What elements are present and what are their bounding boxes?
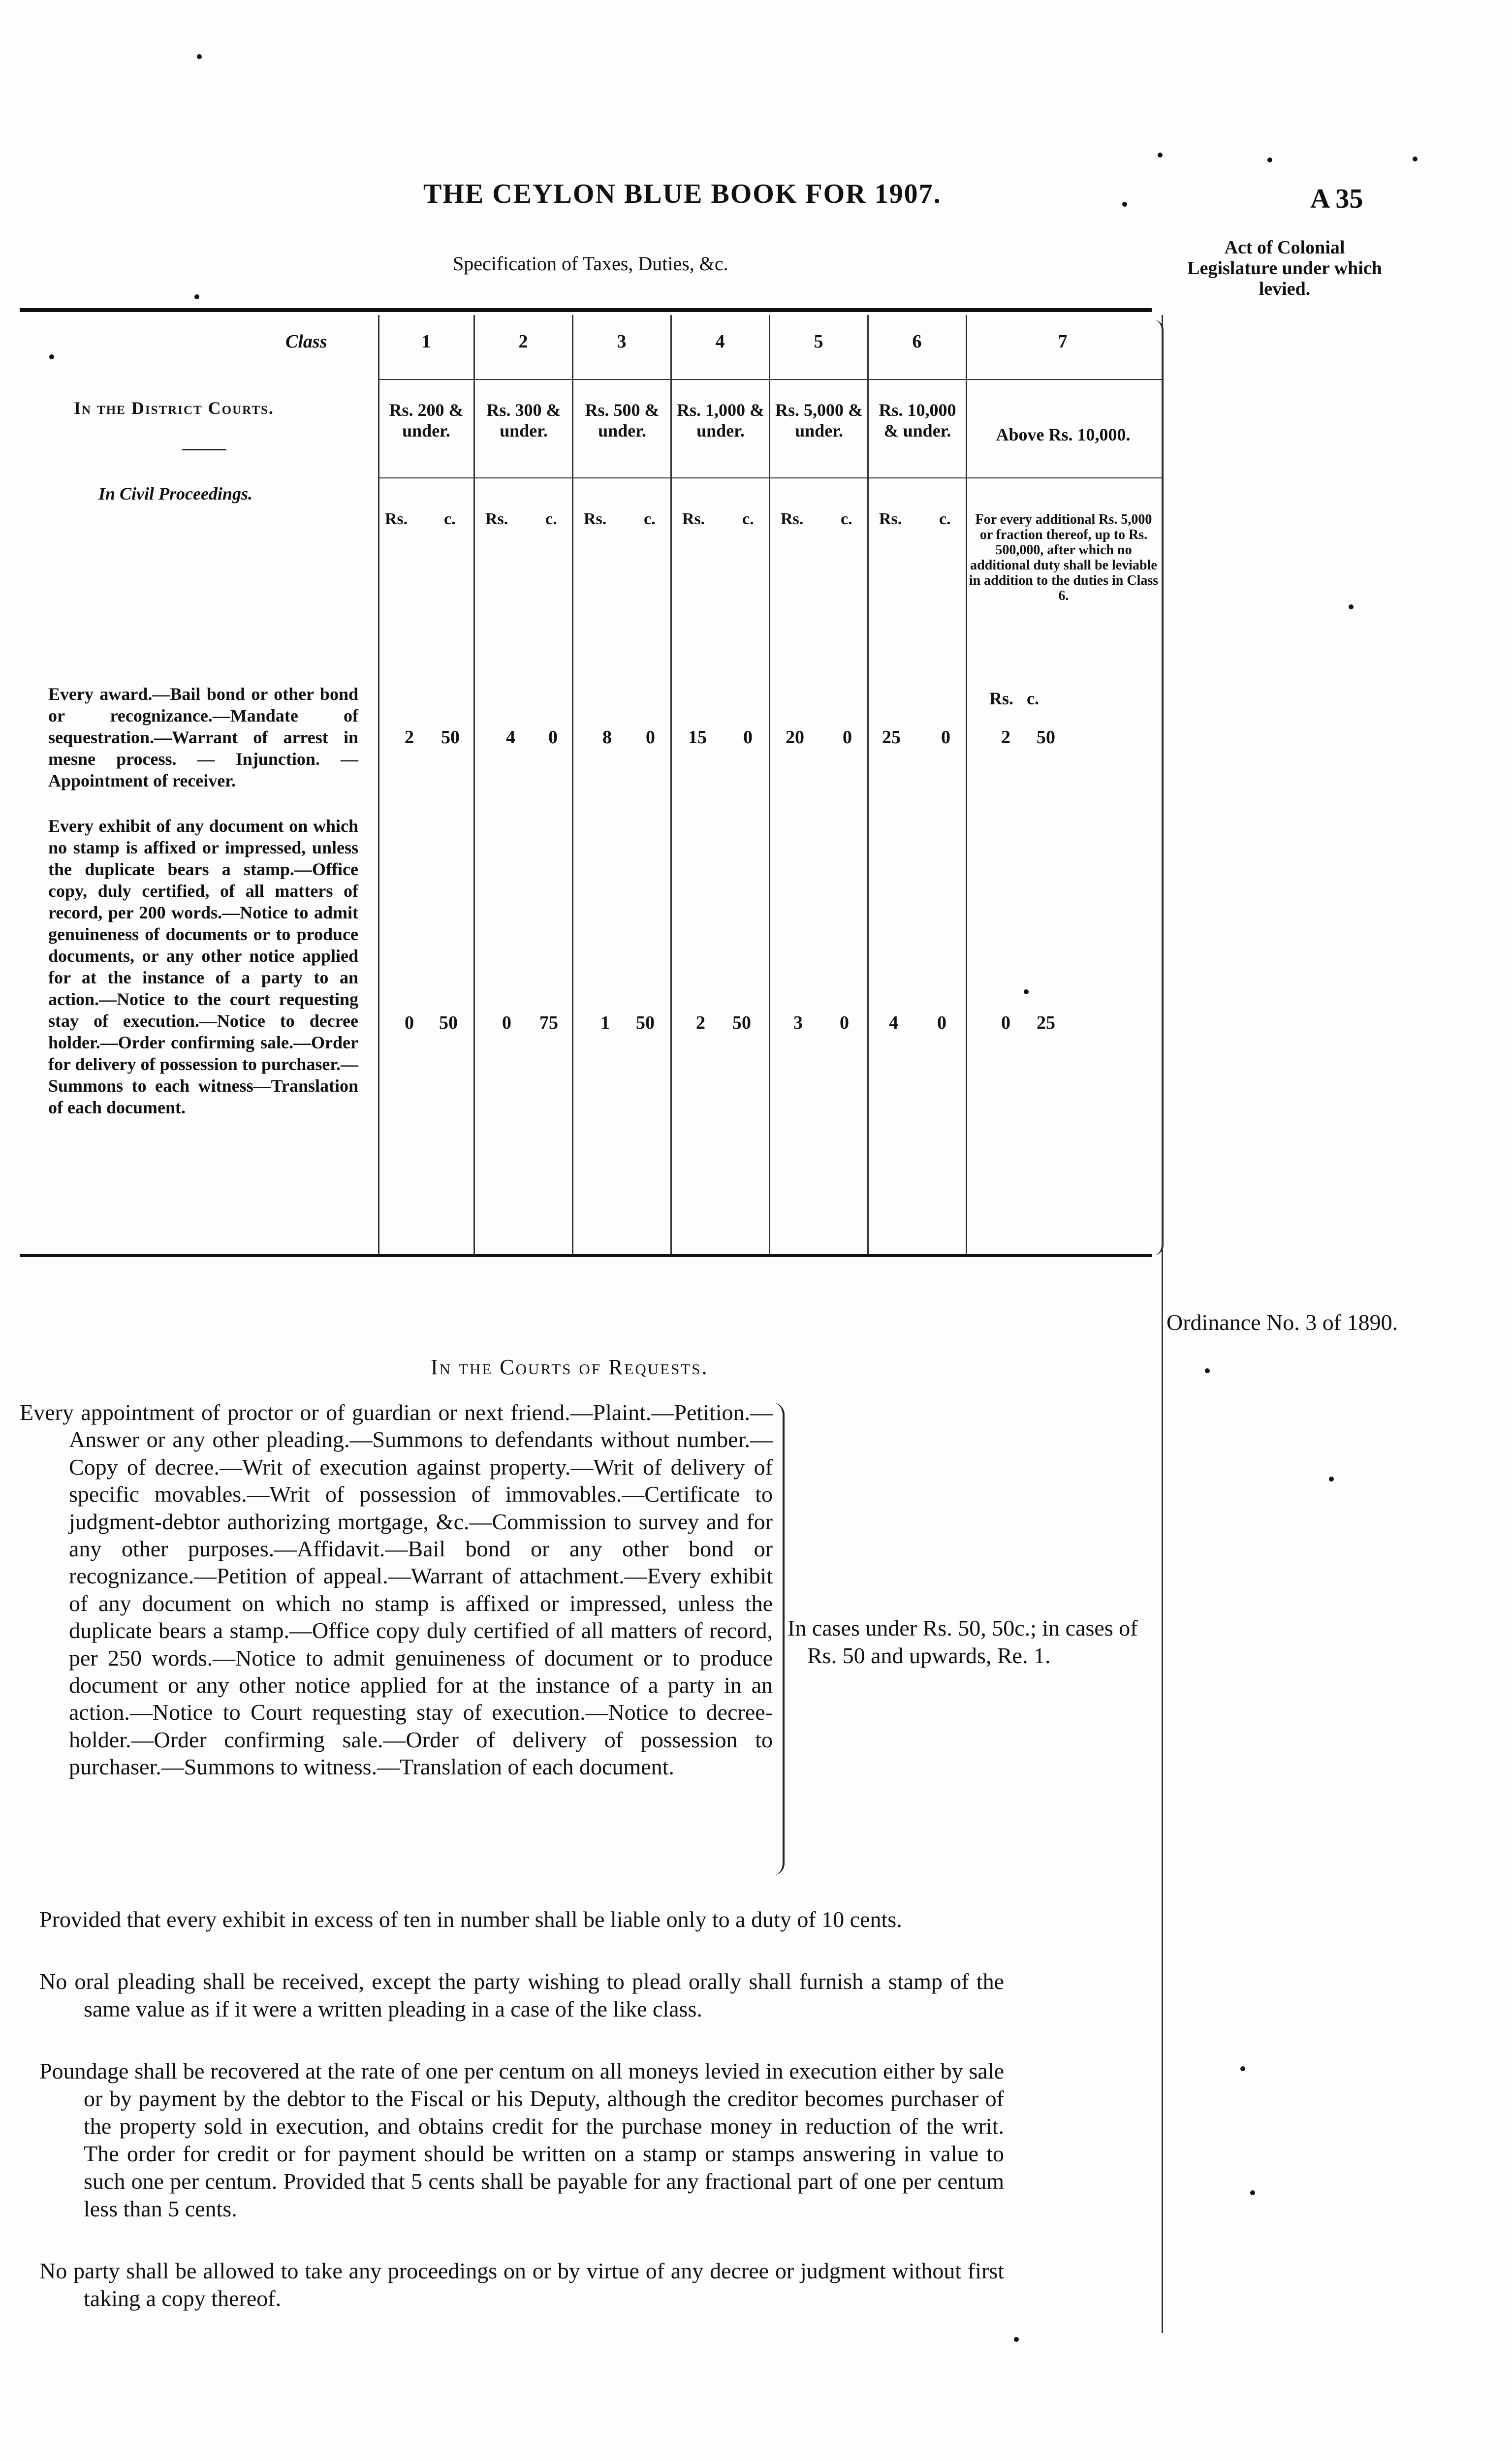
cell-rs: 4 — [889, 1012, 898, 1033]
cell-c: 0 — [646, 727, 655, 748]
col-number: 4 — [715, 331, 725, 352]
scan-speck — [1349, 604, 1354, 609]
margin-note-act: Act of Colonial Legislature under which levied. — [1187, 237, 1382, 299]
col-number: 6 — [912, 331, 922, 352]
class7-rs-label — [989, 688, 1039, 709]
class-label: Class — [285, 331, 327, 352]
courts-of-requests-duty: In cases under Rs. 50, 50c.; in cases of Rs. 50 and upwards, Re. 1. — [788, 1615, 1138, 1668]
cell-c: 50 — [441, 727, 460, 748]
cell-c: 75 — [539, 1012, 558, 1033]
col-header: Rs. 10,000 & under. — [879, 400, 956, 441]
brace — [773, 1403, 785, 1875]
scan-speck — [49, 354, 54, 359]
scan-speck — [1014, 2337, 1019, 2342]
c-label: c. — [545, 510, 557, 528]
cell-c: 0 — [843, 727, 852, 748]
cell-c: 0 — [548, 727, 558, 748]
c-label: c. — [1027, 689, 1039, 708]
cell-c: 0 — [937, 1012, 946, 1033]
cell-rs: 2 — [405, 727, 414, 748]
col-number: 3 — [617, 331, 627, 352]
scan-speck — [194, 294, 199, 299]
cell-rs: 25 — [882, 727, 901, 748]
cell-rs: 2 — [696, 1012, 705, 1033]
margin-note-ordinance: Ordinance No. 3 of 1890. — [1166, 1310, 1398, 1335]
col-number: 5 — [814, 331, 823, 352]
scan-speck — [1329, 1477, 1334, 1482]
courts-of-requests-title: In the Courts of Requests. — [431, 1355, 709, 1379]
scan-speck — [1205, 1368, 1210, 1373]
page-title: THE CEYLON BLUE BOOK FOR 1907. — [423, 179, 942, 209]
scan-speck — [1267, 158, 1272, 162]
cell-c: 50 — [439, 1012, 458, 1033]
col-number: 2 — [518, 331, 528, 352]
col-line — [572, 315, 573, 1255]
rs-label: Rs. — [781, 510, 804, 528]
col-line — [670, 315, 672, 1255]
section-subtitle: Specification of Taxes, Duties, &c. — [453, 252, 728, 275]
cell-rs: 1 — [600, 1012, 610, 1033]
cell-rs: 4 — [506, 727, 515, 748]
cell-rs: 0 — [502, 1012, 511, 1033]
margin-divider — [1162, 315, 1163, 2333]
c-label: c. — [444, 510, 456, 528]
courts-of-requests-text: Every appointment of proctor or of guardian or next friend.—Plaint.—Petition.—Answer or any other pleading.—Summons to defendants without number.—Copy of decree.—Writ of execution against property.—Writ of delivery of specific movables.—Writ of possession of immovables.—Certificate to judgment-debtor authorizing mortgage, &c.—Commission to survey and for any other purposes.—Affidavit.—Bail bond or any other bond or recognizance.—Petition of appeal.—Warrant of attachment.—Every exhibit of any document on which no stamp is affixed or impressed, unless the duplicate bears a stamp.—Office copy duly certified of all matters of record, per 250 words.—Notice to admit genuineness of document or to produce document or any other notice applied for at the instance of a party in an action.—Notice to Court requesting stay of execution.—Notice to decree-holder.—Order confirming sale.—Order of delivery of possession to purchaser.—Summons to witness.—Translation of each document. — [20, 1400, 773, 1780]
scan-speck — [1250, 2190, 1255, 2195]
cell-c: 50 — [636, 1012, 655, 1033]
paragraph: No party shall be allowed to take any proceedings on or by virtue of any decree or judgment without first taking a copy thereof. — [39, 2258, 1004, 2311]
cell-rs: 2 — [1001, 727, 1010, 748]
paragraph: No oral pleading shall be received, except the party wishing to plead orally shall furnish a stamp of the same value as if it were a written pleading in a case of the like class. — [39, 1969, 1004, 2021]
district-courts-title: In the District Courts. — [74, 398, 274, 418]
dash-divider — [182, 449, 226, 450]
scan-speck — [197, 54, 202, 59]
col-header: Above Rs. 10,000. — [996, 425, 1131, 444]
scan-speck — [1122, 202, 1127, 207]
col-header: Rs. 300 & under. — [486, 400, 561, 441]
row-description: Every award.—Bail bond or other bond or recognizance.—Mandate of sequestration.—Warrant of arrest in mesne process. — Injunction. — Appointment of receiver. — [48, 684, 358, 790]
rs-label: Rs. — [989, 689, 1014, 708]
cell-rs: 3 — [793, 1012, 803, 1033]
cell-rs: 0 — [405, 1012, 414, 1033]
col-number: 1 — [421, 331, 431, 352]
cell-c: 50 — [732, 1012, 751, 1033]
header-row-line — [379, 379, 1162, 380]
cell-c: 0 — [941, 727, 950, 748]
c-label: c. — [939, 510, 951, 528]
col-line — [473, 315, 475, 1255]
rs-label: Rs. — [879, 510, 902, 528]
col-line — [769, 315, 770, 1255]
table-bottom-rule — [20, 1254, 1152, 1257]
scan-speck — [1240, 2066, 1245, 2071]
rs-label: Rs. — [682, 510, 705, 528]
header-row-line — [379, 477, 1162, 478]
col-header: Rs. 5,000 & under. — [775, 400, 863, 441]
scan-speck — [1158, 153, 1163, 158]
rs-label: Rs. — [584, 510, 607, 528]
col-number: 7 — [1058, 331, 1068, 352]
cell-c: 25 — [1037, 1012, 1055, 1033]
row-description: Every exhibit of any document on which no stamp is affixed or impressed, unless the duplicate bears a stamp.—Office copy, duly certified, of all matters of record, per 200 words.—Notice to admit genuineness of documents or to produce documents, or any other notice applied for at the instance of a party to an action.—Notice to the court requesting stay of execution.—Notice to decree holder.—Order confirming sale.—Order for delivery of possession to purchaser.—Summons to each witness—Translation of each document. — [48, 816, 358, 1117]
cell-rs: 15 — [688, 727, 707, 748]
cell-rs: 0 — [1001, 1012, 1010, 1033]
cell-rs: 8 — [602, 727, 612, 748]
cell-c: 50 — [1037, 727, 1055, 748]
c-label: c. — [841, 510, 852, 528]
class7-note: For every additional Rs. 5,000 or fraction thereof, up to Rs. 500,000, after which no additional duty shall be leviable in addition to the duties in Class 6. — [969, 512, 1159, 603]
rs-label: Rs. — [485, 510, 508, 528]
cell-c: 0 — [840, 1012, 849, 1033]
scan-speck — [1024, 989, 1029, 994]
c-label: c. — [742, 510, 754, 528]
c-label: c. — [644, 510, 656, 528]
rs-label: Rs. — [385, 510, 408, 528]
col-line — [966, 315, 967, 1255]
civil-proceedings-title: In Civil Proceedings. — [98, 484, 252, 504]
page-number: A 35 — [1310, 184, 1363, 214]
paragraph: Poundage shall be recovered at the rate of one per centum on all moneys levied in execution either by sale or by payment by the debtor to the Fiscal or his Deputy, although the creditor becomes purchaser of the property sold in execution, and obtains credit for the purchase money in reduction of the writ. The order for credit or for payment should be written on a stamp or stamps answering in value to such one per centum. Provided that 5 cents shall be payable for any fractional part of one per centum less than 5 cents. — [39, 2058, 1004, 2221]
col-line — [867, 315, 869, 1255]
paragraph: Provided that every exhibit in excess of ten in number shall be liable only to a duty of 10 cents. — [39, 1907, 902, 1932]
col-line — [378, 315, 379, 1255]
col-header: Rs. 200 & under. — [389, 400, 464, 441]
table-top-rule — [20, 308, 1152, 312]
col-header: Rs. 1,000 & under. — [677, 400, 764, 441]
scan-speck — [1413, 157, 1418, 161]
col-header: Rs. 500 & under. — [585, 400, 660, 441]
cell-c: 0 — [743, 727, 753, 748]
cell-rs: 20 — [786, 727, 804, 748]
